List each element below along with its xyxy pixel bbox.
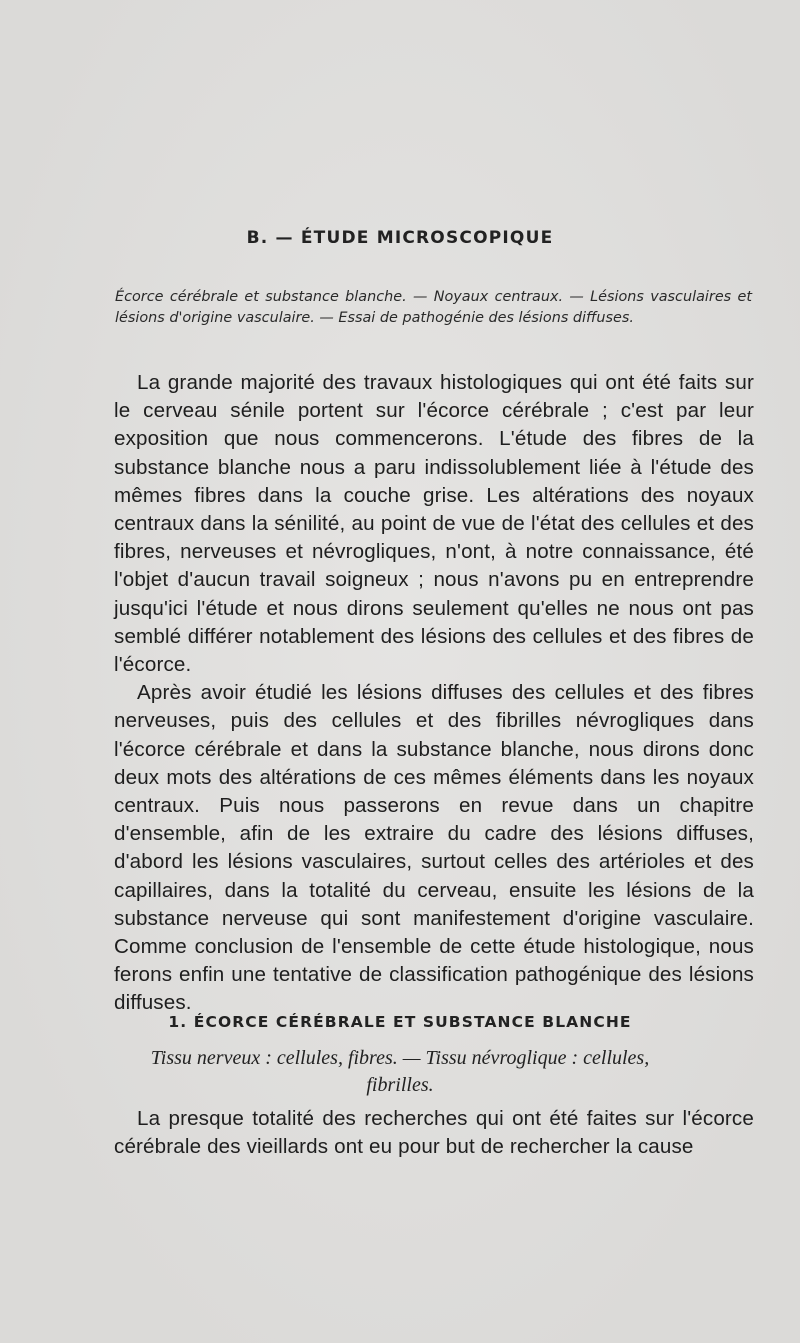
paragraph: La grande majorité des travaux histologiques qui ont été faits sur le cerveau sénile portent sur l'écorce cérébrale ; c'est par leur exposition que nous commencerons. L'étude des fibres de la substance blanche nous a paru indissolublement liée à l'étude des mêmes fibres dans la couche grise. Les altérations des noyaux centraux dans la sénilité, au point de vue de l'état des cellules et des fibres, nerveuses et névrogliques, n'ont, à notre connaissance, été l'objet d'aucun travail soigneux ; nous n'avons pu en entreprendre jusqu'ici l'étude et nous dirons seulement qu'elles ne nous ont pas semblé différer notablement des lésions des cellules et des fibres de l'écorce. <box>114 371 754 677</box>
section-title: B. — ÉTUDE MICROSCOPIQUE <box>246 228 554 248</box>
subsection-title: 1. ÉCORCE CÉRÉBRALE ET SUBSTANCE BLANCHE <box>168 1013 632 1031</box>
subsection-text <box>114 1105 754 1161</box>
section-summary: Écorce cérébrale et substance blanche. — Noyaux centraux. — Lésions vasculaires et lésions d'origine vasculaire. — Essai de pathogénie des lésions diffuses. <box>115 289 752 326</box>
subsection-summary: Tissu nerveux : cellules, fibres. — Tissu névroglique : cellules, fibrilles. <box>150 1047 650 1096</box>
paragraph: Après avoir étudié les lésions diffuses des cellules et des fibres nerveuses, puis des cellules et des fibrilles névrogliques dans l'écorce cérébrale et dans la substance blanche, nous dirons donc deux mots des altérations de ces mêmes éléments dans les noyaux centraux. Puis nous passerons en revue dans un chapitre d'ensemble, afin de les extraire du cadre des lésions diffuses, d'abord les lésions vasculaires, surtout celles des artérioles et des capillaires, dans la totalité du cerveau, ensuite les lésions de la substance nerveuse qui sont manifestement d'origine vasculaire. Comme conclusion de l'ensemble de cette étude histologique, nous ferons enfin une tentative de classification pathogénique des lésions diffuses. <box>114 681 754 1015</box>
paragraph: La presque totalité des recherches qui ont été faites sur l'écorce cérébrale des vieillards ont eu pour but de rechercher la cause <box>114 1107 754 1159</box>
main-text <box>114 369 754 1018</box>
